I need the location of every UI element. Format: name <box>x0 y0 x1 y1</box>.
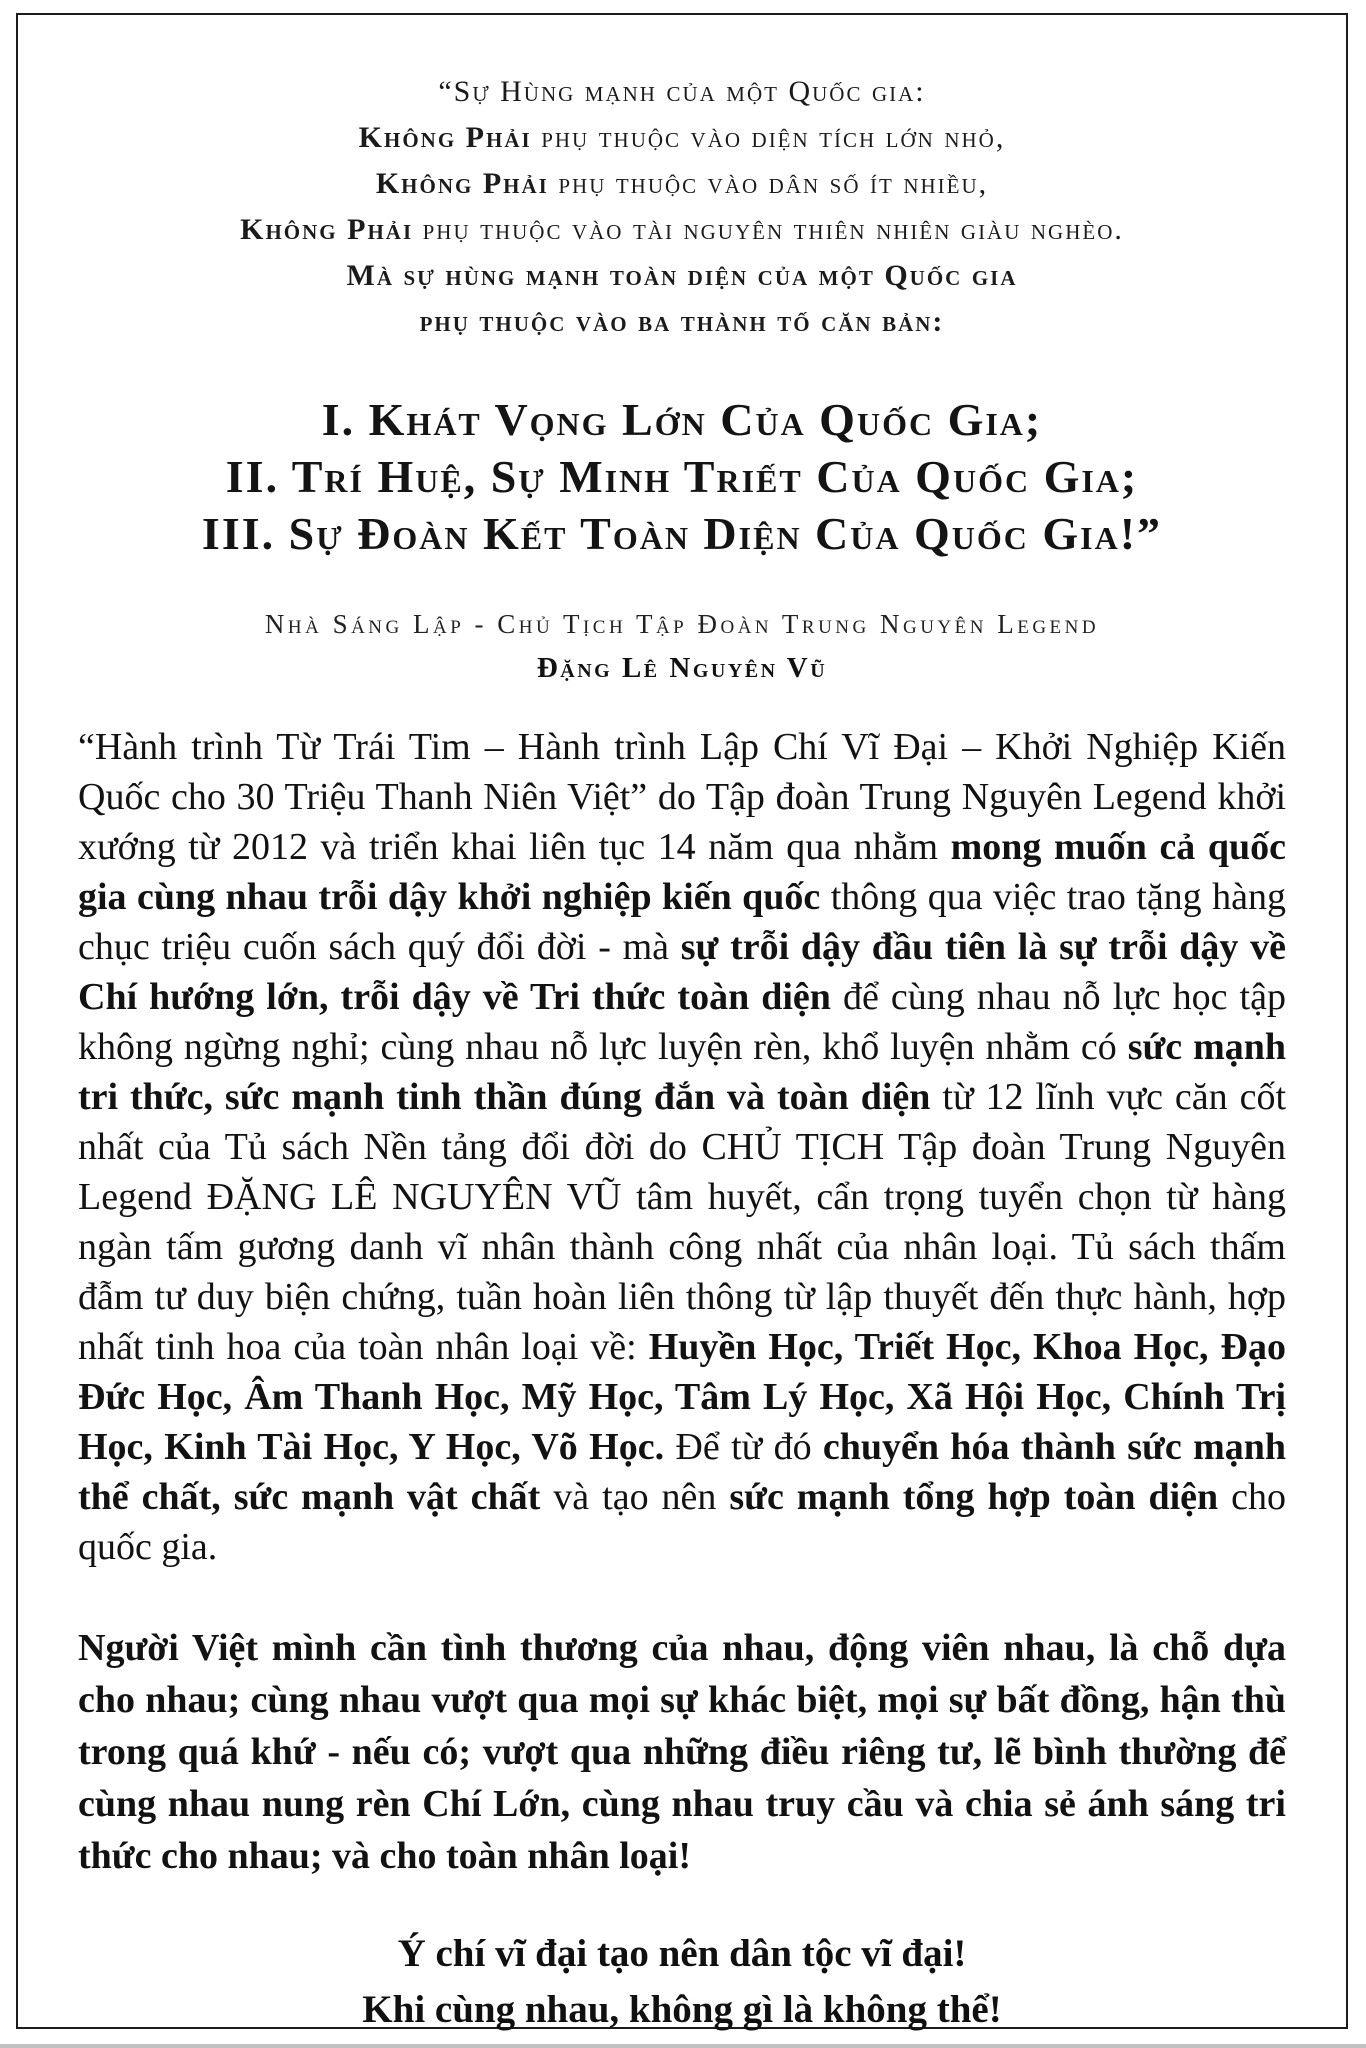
p1-run-4-bold: sự trỗi dậy đầu tiên là sự trỗi dậy về Chí hướng lớn, trỗi dậy về Tri thức toàn diện <box>78 926 1286 1018</box>
p1-run-13: cho quốc gia. <box>78 1476 1287 1568</box>
pillars-list <box>18 391 1346 562</box>
scan-edge-artifact <box>0 2044 1366 2048</box>
quote-line-4-emphasis: Không Phải <box>240 213 414 246</box>
quote-line-1: “Sự Hùng mạnh của một Quốc gia: <box>438 75 926 108</box>
founder-name: Đặng Lê Nguyên Vũ <box>536 652 828 684</box>
body-paragraph-1 <box>78 722 1286 1572</box>
closing-block <box>78 1926 1286 2038</box>
page-border <box>16 13 1348 2029</box>
quote-line-4 <box>18 207 1346 253</box>
p1-run-3: thông qua việc trao tặng hàng chục triệu cuốn sách quý đổi đời - mà <box>78 876 1286 968</box>
closing-line-1: Ý chí vĩ đại tạo nên dân tộc vĩ đại! <box>397 1932 967 1975</box>
quote-line-2-rest: phụ thuộc vào diện tích lớn nhỏ, <box>531 121 1006 154</box>
p1-run-8-bold: Huyền Học, Triết Học, Khoa Học, Đạo Đức Học, Âm Thanh Học, Mỹ Học, Tâm Lý Học, Xã Hội Học, Chính Trị Học, Kinh Tài Học, Y Học, Võ Học. <box>78 1326 1286 1468</box>
closing-line-2: Khi cùng nhau, không gì là không thể! <box>362 1988 1002 2031</box>
quote-line-6: phụ thuộc vào ba thành tố căn bản: <box>419 305 945 338</box>
body-paragraph-2: Người Việt mình cần tình thương của nhau, động viên nhau, là chỗ dựa cho nhau; cùng nhau vượt qua mọi sự khác biệt, mọi sự bất đồng, hận thù trong quá khứ - nếu có; vượt qua những điều riêng tư, lẽ bình thường để cùng nhau nung rèn Chí Lớn, cùng nhau truy cầu và chia sẻ ánh sáng tri thức cho nhau; và cho toàn nhân loại! <box>78 1627 1286 1877</box>
quote-block <box>18 69 1346 345</box>
quote-line-3-emphasis: Không Phải <box>375 167 549 200</box>
p1-run-6-bold: sức mạnh tri thức, sức mạnh tinh thần đúng đắn và toàn diện <box>78 1026 1286 1118</box>
pillar-line-3: III. Sự Đoàn Kết Toàn Diện Của Quốc Gia!” <box>201 508 1163 559</box>
quote-line-2 <box>18 115 1346 161</box>
p1-run-9: Để từ đó <box>664 1426 823 1468</box>
founder-title: Nhà Sáng Lập - Chủ Tịch Tập Đoàn Trung Nguyên Legend <box>264 609 1100 639</box>
quote-line-4-rest: phụ thuộc vào tài nguyên thiên nhiên giàu nghèo. <box>413 213 1124 246</box>
quote-line-3-rest: phụ thuộc vào dân số ít nhiều, <box>548 167 989 200</box>
p1-run-5: để cùng nhau nỗ lực học tập không ngừng nghỉ; cùng nhau nỗ lực luyện rèn, khổ luyện nhằm có <box>78 976 1286 1068</box>
quote-line-5: Mà sự hùng mạnh toàn diện của một Quốc gia <box>346 259 1018 292</box>
pillar-line-1: I. Khát Vọng Lớn Của Quốc Gia; <box>321 394 1043 445</box>
quote-line-3 <box>18 161 1346 207</box>
p1-run-11: và tạo nên <box>540 1476 730 1518</box>
quote-line-2-emphasis: Không Phải <box>358 121 532 154</box>
pillar-line-2: II. Trí Huệ, Sự Minh Triết Của Quốc Gia; <box>225 451 1139 502</box>
p1-run-2-bold: mong muốn cả quốc gia cùng nhau trỗi dậy khởi nghiệp kiến quốc <box>78 826 1286 918</box>
body-text <box>78 722 1286 2038</box>
p1-run-12-bold: sức mạnh tổng hợp toàn diện <box>729 1476 1219 1518</box>
p1-run-1: “Hành trình Từ Trái Tim – Hành trình Lập Chí Vĩ Đại – Khởi Nghiệp Kiến Quốc cho 30 Triệu Thanh Niên Việt” do Tập đoàn Trung Nguyên Legend khởi xướng từ 2012 và triển khai liên tục 14 năm qua nhằm <box>78 726 1286 868</box>
p1-run-7: từ 12 lĩnh vực căn cốt nhất của Tủ sách Nền tảng đổi đời do CHỦ TỊCH Tập đoàn Trung Nguyên Legend ĐẶNG LÊ NGUYÊN VŨ tâm huyết, cẩn trọng tuyển chọn từ hàng ngàn tấm gương danh vĩ nhân thành công nhất của nhân loại. Tủ sách thấm đẫm tư duy biện chứng, tuần hoàn liên thông từ lập thuyết đến thực hành, hợp nhất tinh hoa của toàn nhân loại về: <box>78 1076 1287 1368</box>
p1-run-10-bold: chuyển hóa thành sức mạnh thể chất, sức mạnh vật chất <box>78 1426 1286 1518</box>
